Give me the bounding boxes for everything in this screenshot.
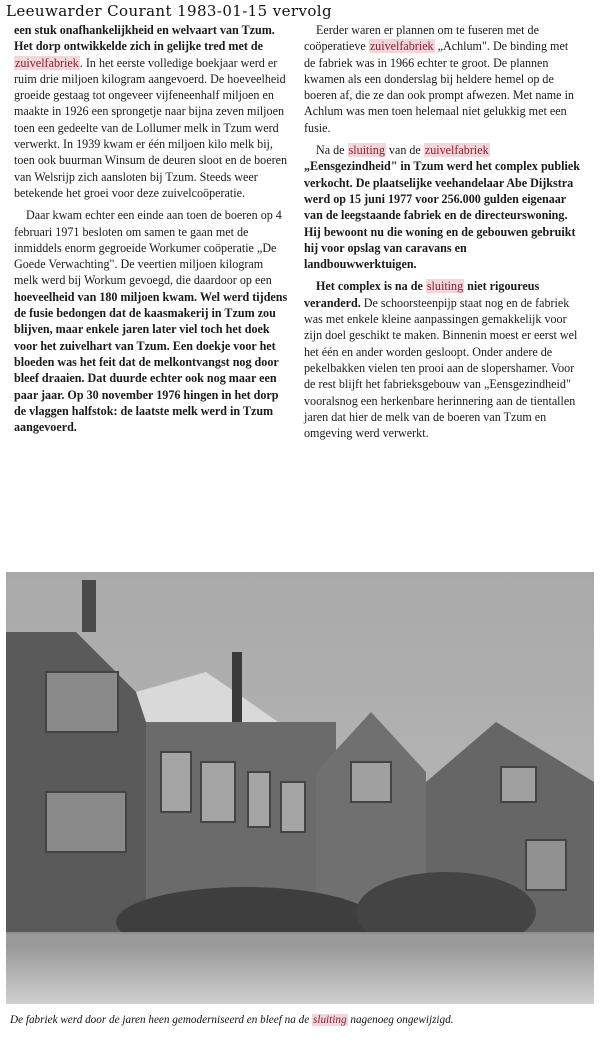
text-run: Daar kwam echter een einde aan toen de boeren op 4 februari 1971 besloten om samen te gaan met de inmiddels enorm gegroeide Workumer coöperatie „De Goede Verwachting". De veertien miljoen kilogram melk werd bij Workum gevoegd, die daardoor op een: [14, 208, 282, 288]
article-paragraph: [14, 22, 288, 201]
article-column-left: [14, 22, 288, 441]
text-run: Na de: [316, 143, 348, 158]
highlighted-term: sluiting: [348, 143, 385, 158]
text-run: hoeveelheid van 180 miljoen kwam. Wel werd tijdens de fusie bedongen dat de kaasmakerij in Tzum zou blijven, maar enkele jaren later viel toch het doek voor het zuivelhart van Tzum. Een doekje voor het bloeden was het feit dat de melkontvangst nog door bleef draaien. Dat duurde echter ook nog maar een paar jaar. Op 30 november 1976 hingen in het dorp de vlaggen halfstok: de laatste melk werd in Tzum aangevoerd.: [14, 289, 288, 435]
text-run: van de: [385, 143, 424, 158]
text-run: . In het eerste volledige boekjaar werd er ruim drie miljoen kilogram aangevoerd. De hoeveelheid groeide gestaag tot ongeveer vijfeneenhalf miljoen en maakte in 1926 een sprongetje naar bijna zeven miljoen toen een gedeelte van de Lollumer melk in Tzum werd verwerkt. In 1939 kwam er één miljoen kilo melk bij, toen ook buurman Winsum de deuren sloot en de boeren van Welsrijp zich aansloten bij Tzum. Steeds weer betekende het groei voor deze zuivelcoöperatie.: [14, 55, 288, 200]
article-paragraph: [304, 22, 580, 136]
article-paragraph: [14, 207, 288, 435]
text-run: Eerder waren er plannen om te fuseren met de coöperatieve: [304, 23, 539, 54]
article-column-right: [304, 22, 580, 447]
highlighted-term: sluiting: [426, 279, 464, 294]
article-paragraph: [304, 142, 580, 272]
factory-photo-icon: [6, 572, 594, 1004]
highlighted-term: zuivelfabriek: [15, 55, 79, 70]
text-run: een stuk onafhankelijkheid en welvaart van Tzum. Het dorp ontwikkelde zich in gelijke tred met de: [14, 23, 275, 54]
factory-photo: [6, 572, 594, 1004]
photo-caption: [10, 1014, 594, 1026]
highlighted-term: sluiting: [312, 1014, 347, 1026]
text-run: „Eensgezindheid" in Tzum werd het complex publiek verkocht. De plaatselijke veehandelaar Abe Dijkstra werd op 15 juni 1977 voor 256.000 gulden eigenaar van de leegstaande fabriek en de directeurswoning. Hij bewoont nu die woning en de gebouwen gebruikt hij voor opslag van caravans en landbouwwerktuigen.: [304, 159, 580, 272]
text-run: „Achlum". De binding met de fabriek was in 1966 echter te groot. De plannen kwamen als een donderslag bij heldere hemel op de boeren af, die ze dan ook prompt afwezen. Met name in Achlum was men toen helemaal niet gelukkig met een fusie.: [304, 39, 574, 135]
highlighted-term: zuivelfabriek: [424, 143, 489, 158]
page-title: Leeuwarder Courant 1983-01-15 vervolg: [6, 2, 332, 20]
text-run: nagenoeg ongewijzigd.: [347, 1014, 454, 1026]
article-paragraph: [304, 278, 580, 441]
highlighted-term: zuivelfabriek: [369, 39, 434, 54]
text-run: De schoorsteenpijp staat nog en de fabriek was met enkele kleine aanpassingen gemakkelijk voor zijn doel geschikt te maken. Binnenin moest er eerst wel het één en ander worden gesloopt. Onder andere de pekelbakken vielen ten prooi aan de slopershamer. Voor de rest blijft het fabrieksgebouw van „Eensgezindheid" vooralsnog een herkenbare herinnering aan de tientallen jaren dat hier de melk van de boeren van Tzum en omgeving werd verwerkt.: [304, 295, 578, 441]
text-run: Het complex is na de: [316, 279, 426, 294]
text-run: De fabriek werd door de jaren heen gemoderniseerd en bleef na de: [10, 1014, 312, 1026]
text-run: niet rigoureus veranderd.: [304, 279, 540, 310]
